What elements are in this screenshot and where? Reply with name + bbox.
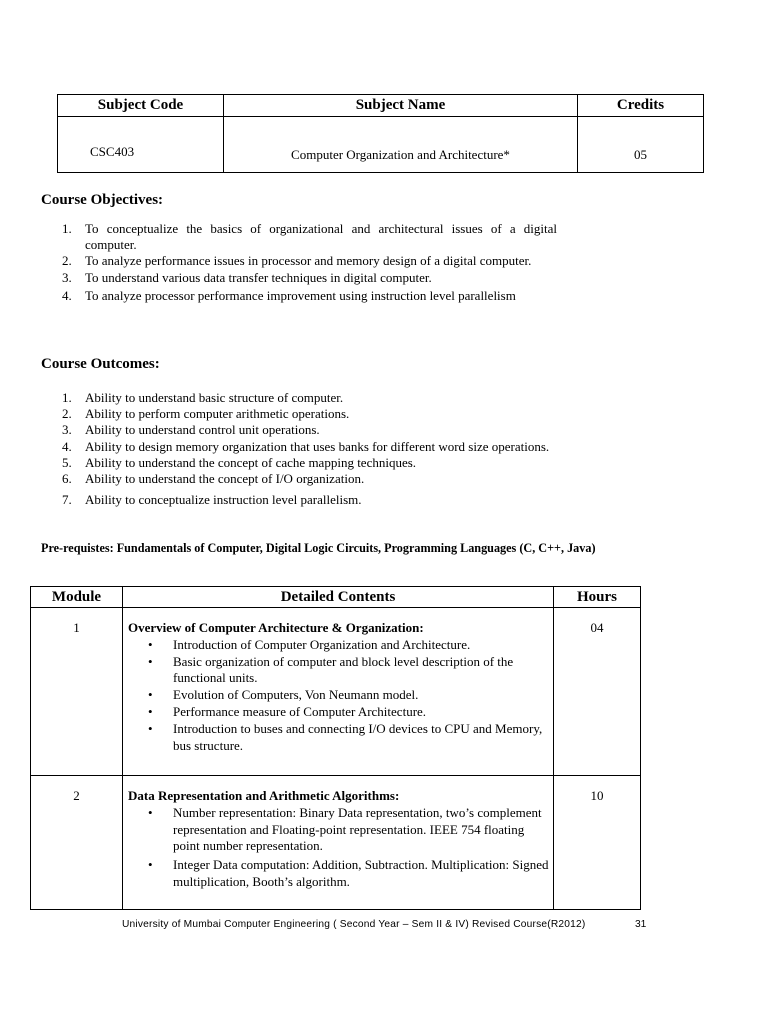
outcomes-list xyxy=(62,390,595,508)
list-item: • Evolution of Computers, Von Neumann model. xyxy=(128,687,549,704)
module-hours: 04 xyxy=(554,608,641,776)
subject-code-header: Subject Code xyxy=(58,95,224,117)
list-item: • Integer Data computation: Addition, Subtraction. Multiplication: Signed multiplication, Booth’s algorithm. xyxy=(128,857,549,891)
list-item: 2. Ability to perform computer arithmetic operations. xyxy=(62,406,350,422)
module-title: Data Representation and Arithmetic Algorithms: xyxy=(128,788,400,803)
module-bullets xyxy=(128,805,549,891)
prerequisites: Pre-requistes: Fundamentals of Computer, Digital Logic Circuits, Programming Languages (C, C++, Java) xyxy=(41,541,596,555)
list-item: • Number representation: Binary Data representation, two’s complement representation and Floating-point representation. IEEE 754 floating point number representation. xyxy=(128,805,549,855)
module-bullets xyxy=(128,637,549,755)
module-number: 1 xyxy=(31,608,123,776)
list-item: • Performance measure of Computer Architecture. xyxy=(128,704,549,721)
subject-name: Computer Organization and Architecture* xyxy=(291,147,510,162)
table-row xyxy=(31,608,641,776)
list-item: 3. Ability to understand control unit operations. xyxy=(62,422,320,438)
modules-table xyxy=(30,586,641,910)
list-item: 4. Ability to design memory organization that uses banks for different word size operations. xyxy=(62,438,550,454)
credits-value: 05 xyxy=(634,147,647,162)
subject-code-cell xyxy=(58,117,224,173)
module-contents xyxy=(123,776,554,910)
module-title: Overview of Computer Architecture & Organization: xyxy=(128,620,424,635)
list-item: 1. To conceptualize the basics of organizational and architectural issues of a digital computer. xyxy=(62,221,557,253)
page-number: 31 xyxy=(635,919,647,930)
table-row xyxy=(31,776,641,910)
module-header: Module xyxy=(31,587,123,608)
list-item: • Basic organization of computer and block level description of the functional units. xyxy=(128,654,549,688)
list-item: 7. Ability to conceptualize instruction level parallelism. xyxy=(62,492,362,508)
subject-name-header: Subject Name xyxy=(224,95,578,117)
list-item: 1. Ability to understand basic structure of computer. xyxy=(62,390,344,405)
credits-cell xyxy=(578,117,704,173)
subject-name-cell xyxy=(224,117,578,173)
detailed-contents-header: Detailed Contents xyxy=(123,587,554,608)
page-footer: University of Mumbai Computer Engineering ( Second Year – Sem II & IV) Revised Course(R2012) xyxy=(122,919,586,930)
course-outcomes-title: Course Outcomes: xyxy=(41,356,160,372)
list-item: 4. To analyze processor performance improvement using instruction level parallelism xyxy=(62,287,516,303)
module-contents xyxy=(123,608,554,776)
credits-header: Credits xyxy=(578,95,704,117)
list-item: 5. Ability to understand the concept of cache mapping techniques. xyxy=(62,454,417,470)
module-number: 2 xyxy=(31,776,123,910)
subject-table xyxy=(57,94,704,173)
objectives-list xyxy=(62,221,557,304)
hours-header: Hours xyxy=(554,587,641,608)
list-item: • Introduction of Computer Organization and Architecture. xyxy=(128,637,549,654)
list-item: 2. To analyze performance issues in processor and memory design of a digital computer. xyxy=(62,253,532,269)
module-hours: 10 xyxy=(554,776,641,910)
list-item: 3. To understand various data transfer techniques in digital computer. xyxy=(62,269,432,285)
subject-code: CSC403 xyxy=(90,144,135,159)
list-item: • Introduction to buses and connecting I/O devices to CPU and Memory, bus structure. xyxy=(128,721,549,755)
list-item: 6. Ability to understand the concept of I/O organization. xyxy=(62,471,365,487)
course-objectives-title: Course Objectives: xyxy=(41,192,164,208)
